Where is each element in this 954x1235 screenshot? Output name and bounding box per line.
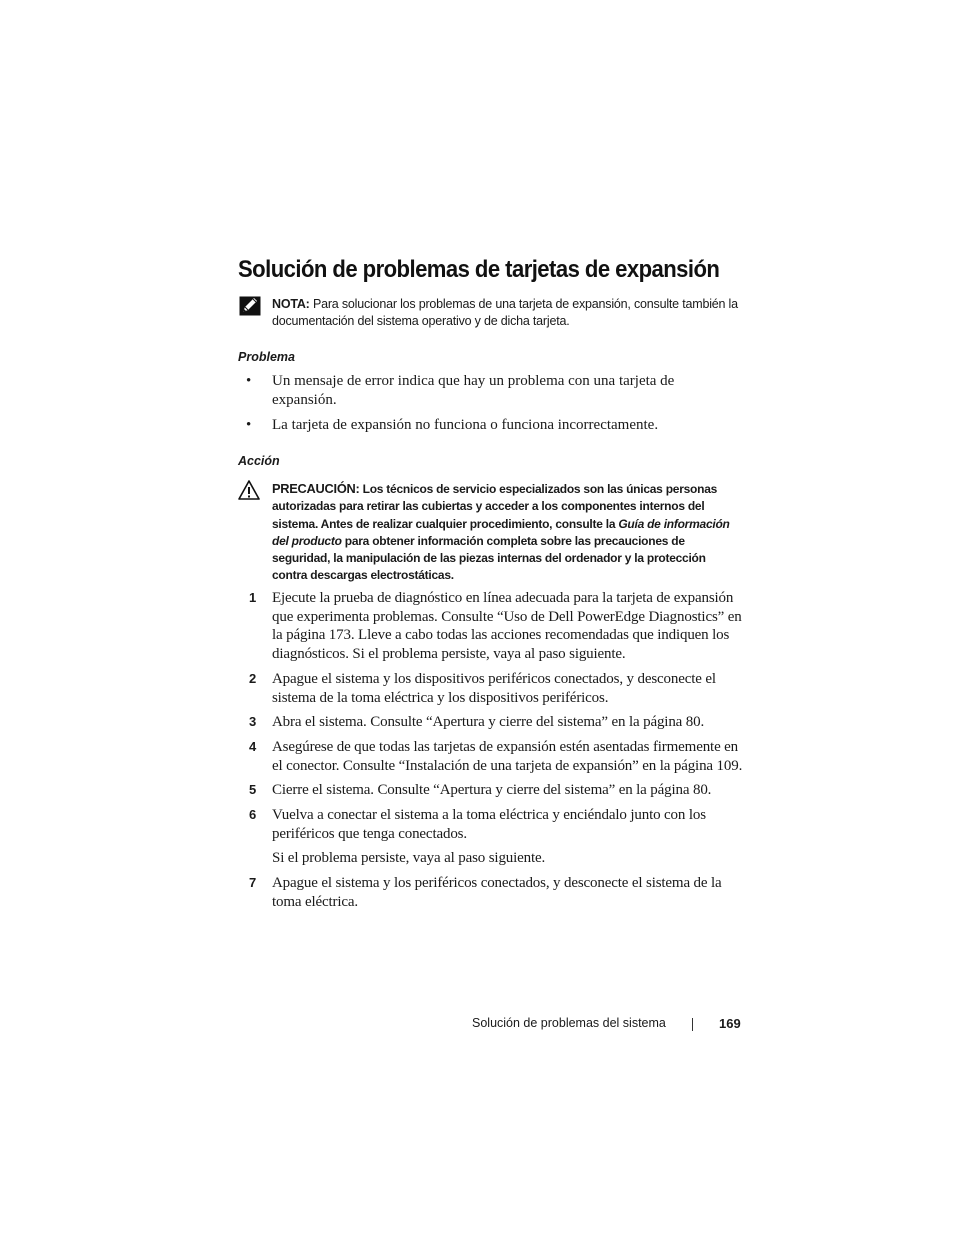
step-number: 4: [249, 738, 257, 754]
warning-triangle-icon: [238, 480, 260, 500]
action-steps: [238, 589, 743, 918]
problem-heading: Problema: [238, 350, 295, 364]
step-item: [238, 670, 743, 707]
caution-text-after: para obtener información completa sobre las precauciones de seguridad, la manipulación de las piezas internas del ordenador y la protección contra descargas electrostáticas.: [272, 533, 706, 583]
list-item-text: La tarjeta de expansión no funciona o funciona incorrectamente.: [272, 417, 659, 433]
list-item: • La tarjeta de expansión no funciona o funciona incorrectamente.: [246, 417, 659, 433]
step-number: 7: [249, 875, 257, 891]
step-text: Cierre el sistema. Consulte “Apertura y cierre del sistema” en la página 80.: [272, 782, 712, 799]
page-number: 169: [719, 1016, 741, 1031]
footer-section-title: Solución de problemas del sistema: [472, 1016, 666, 1030]
pencil-note-icon: [239, 296, 261, 316]
step-text: Apague el sistema y los periféricos conectados, y desconecte el sistema de la toma eléctrica.: [272, 875, 722, 910]
step-text: Ejecute la prueba de diagnóstico en línea adecuada para la tarjeta de expansión que experimenta problemas. Consulte “Uso de Dell PowerEdge Diagnostics” en la página 173. Lleve a cabo todas las acciones recomendadas que indiquen los diagnósticos. Si el problema persiste, vaya al paso siguiente.: [272, 590, 742, 663]
list-item: • Un mensaje de error indica que hay un problema con una tarjeta de expansión.: [246, 373, 675, 408]
step-text: Asegúrese de que todas las tarjetas de expansión estén asentadas firmemente en el conector. Consulte “Instalación de una tarjeta de expansión” en la página 109.: [272, 738, 743, 774]
step-text: Apague el sistema y los dispositivos periféricos conectados, y desconecte el sistema de la toma eléctrica y los dispositivos periféricos.: [272, 670, 716, 706]
note-label: NOTA:: [272, 297, 310, 311]
caution-label: PRECAUCIÓN:: [272, 481, 360, 496]
note-block: [272, 296, 742, 330]
step-number: 1: [249, 590, 257, 605]
footer-divider: [692, 1018, 693, 1031]
page-title: Solución de problemas de tarjetas de expansión: [238, 256, 720, 283]
step-item: [238, 713, 743, 732]
action-heading: Acción: [238, 454, 280, 468]
step-item: [238, 806, 743, 868]
step-note: Si el problema persiste, vaya al paso siguiente.: [272, 850, 546, 867]
step-text: Abra el sistema. Consulte “Apertura y cierre del sistema” en la página 80.: [272, 714, 705, 731]
caution-guide-title: Guía de información del producto: [272, 516, 730, 548]
step-number: 2: [249, 670, 257, 686]
caution-block: [272, 480, 742, 585]
step-item: [238, 738, 743, 775]
caution-text-before: Los técnicos de servicio especializados son las únicas personas autorizadas para retirar las cubiertas y acceder a los componentes internos del sistema. Antes de realizar cualquier procedimiento, consulte la: [272, 482, 718, 531]
problem-list: [238, 372, 738, 441]
step-number: 6: [249, 807, 257, 823]
step-text: Vuelva a conectar el sistema a la toma eléctrica y enciéndalo junto con los periféricos que tenga conectados.: [272, 807, 706, 842]
step-item: [238, 589, 743, 664]
step-item: [238, 781, 743, 800]
step-number: 3: [249, 714, 257, 730]
list-item-text: Un mensaje de error indica que hay un problema con una tarjeta de expansión.: [272, 373, 675, 408]
step-item: [238, 874, 743, 911]
note-text: Para solucionar los problemas de una tarjeta de expansión, consulte también la documentación del sistema operativo y de dicha tarjeta.: [272, 297, 738, 328]
step-number: 5: [249, 782, 257, 798]
